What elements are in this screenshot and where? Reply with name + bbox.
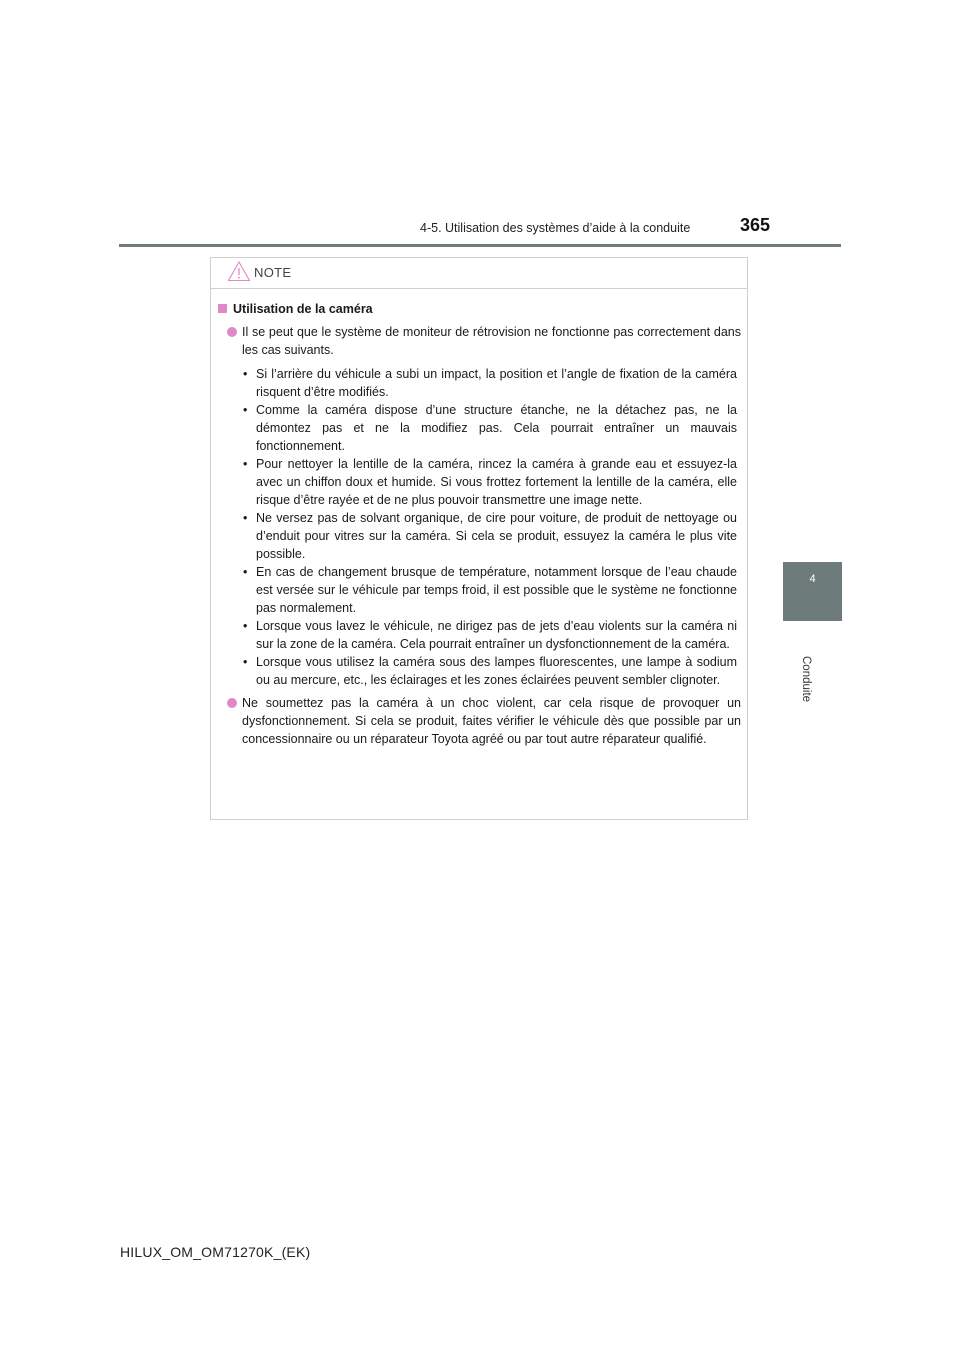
sub-item	[243, 617, 737, 653]
page-number: 365	[740, 215, 771, 235]
note-header	[211, 258, 747, 289]
sub-item-text: Lorsque vous lavez le véhicule, ne dirigez pas de jets d’eau violents sur la caméra ni sur la zone de la caméra. Cela pourrait entraîner un dysfonctionnement de la caméra.	[256, 619, 737, 651]
bullet-item	[242, 694, 741, 748]
sub-item	[243, 365, 737, 401]
sub-item	[243, 653, 737, 689]
sub-dot-icon: •	[243, 619, 248, 633]
note-title: NOTE	[254, 265, 292, 280]
sub-item-text: Pour nettoyer la lentille de la caméra, rincez la caméra à grande eau et essuyez-la avec un chiffon doux et humide. Si vous frottez fortement la lentille de la caméra, elle risque d’être rayée et de ne plus pouvoir transmettre une image nette.	[256, 457, 737, 507]
bullet-text: Ne soumettez pas la caméra à un choc violent, car cela risque de provoquer un dysfonctionnement. Si cela se produit, faites vérifier le véhicule dès que possible par un concessionnaire ou un réparateur Toyota agréé ou par tout autre réparateur qualifié.	[242, 696, 741, 746]
sub-item-text: Lorsque vous utilisez la caméra sous des lampes fluorescentes, une lampe à sodium ou au mercure, etc., les éclairages et les zones éclairées peuvent sembler clignoter.	[256, 655, 737, 687]
sub-list	[243, 365, 737, 689]
sub-item	[243, 563, 737, 617]
sub-item-text: Comme la caméra dispose d’une structure étanche, ne la détachez pas, ne la démontez pas et ne la modifiez pas. Cela pourrait entraîner un mauvais fonctionnement.	[256, 403, 737, 453]
note-body	[211, 300, 747, 748]
square-marker-icon	[218, 304, 227, 313]
bullet-item	[242, 323, 741, 359]
sub-item	[243, 455, 737, 509]
sub-dot-icon: •	[243, 655, 248, 669]
sub-item	[243, 509, 737, 563]
sub-item	[243, 401, 737, 455]
section-heading-text: Utilisation de la caméra	[233, 302, 373, 316]
sub-dot-icon: •	[243, 511, 248, 525]
sub-item-text: En cas de changement brusque de température, notamment lorsque de l’eau chaude est versée sur le véhicule par temps froid, il est possible que le système ne fonctionne pas normalement.	[256, 565, 737, 615]
header-rule	[119, 244, 841, 247]
sub-dot-icon: •	[243, 457, 248, 471]
section-heading	[218, 300, 747, 318]
bullet-circle-icon	[227, 698, 237, 708]
sub-dot-icon: •	[243, 367, 248, 381]
bullet-text: Il se peut que le système de moniteur de rétrovision ne fonctionne pas correctement dans les cas suivants.	[242, 325, 741, 357]
chapter-tab-label: Conduite	[800, 656, 812, 703]
chapter-tab	[783, 562, 842, 621]
header-section-title: 4-5. Utilisation des systèmes d’aide à la conduite	[420, 221, 691, 235]
sub-dot-icon: •	[243, 565, 248, 579]
sub-item-text: Ne versez pas de solvant organique, de cire pour voiture, de produit de nettoyage ou d’enduit pour vitres sur la caméra. Si cela se produit, essuyez la caméra le plus vite possible.	[256, 511, 737, 561]
note-box	[210, 257, 748, 820]
bullet-circle-icon	[227, 327, 237, 337]
footer-document-code: HILUX_OM_OM71270K_(EK)	[120, 1244, 311, 1260]
sub-item-text: Si l’arrière du véhicule a subi un impact, la position et l’angle de fixation de la caméra risquent d’être modifiés.	[256, 367, 737, 399]
warning-triangle-icon	[227, 260, 251, 287]
sub-dot-icon: •	[243, 403, 248, 417]
chapter-tab-number: 4	[809, 573, 816, 585]
